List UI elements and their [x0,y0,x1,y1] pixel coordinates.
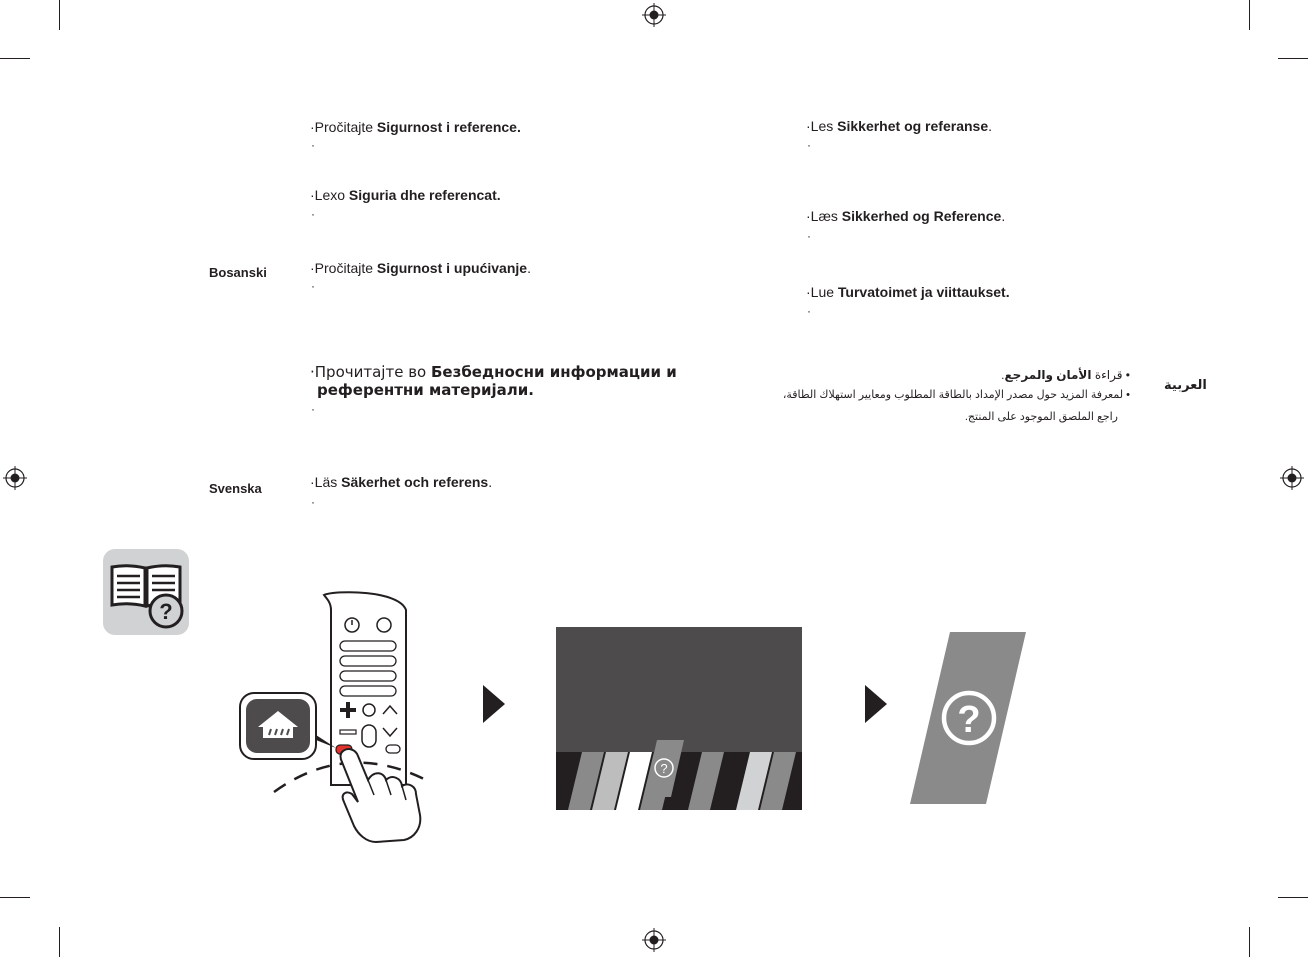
crop-mark [59,927,60,957]
crop-mark [1278,897,1308,898]
instruction-line: ·Läs Säkerhet och referens. [310,474,493,490]
bullet-point: · [311,138,315,152]
instruction-line: ·Lue Turvatoimet ja viittaukset. [806,284,1010,300]
crop-mark [0,58,30,59]
svg-text:?: ? [957,699,981,741]
bullet-point: · [311,495,315,509]
instruction-line: ·Læs Sikkerhed og Reference. [806,208,1006,224]
tv-home-screen [556,627,802,810]
registration-mark-icon [2,465,28,491]
svg-text:?: ? [159,599,173,624]
help-tile [910,632,1026,804]
instruction-line: ·Прочитајте во Безбедносни информации и референтни материјали. [310,363,677,399]
registration-mark-icon [1279,465,1305,491]
arrow-right-icon [865,685,887,723]
svg-text:?: ? [660,761,668,776]
instruction-line: ·Les Sikkerhet og referanse. [806,118,992,134]
crop-mark [1249,0,1250,30]
bullet-point: · [807,229,811,243]
arabic-instruction-line: • لمعرفة المزيد حول مصدر الإمداد بالطاقة المطلوب ومعايير استهلاك الطاقة، [782,389,1130,401]
arabic-instruction-line: راجع الملصق الموجود على المنتج. [964,411,1118,423]
manual-help-icon [103,549,189,635]
remote-control-icon [236,590,436,845]
bullet-point: · [311,207,315,221]
language-label-arabic: العربية [1164,377,1207,392]
language-label-bosanski: Bosanski [209,265,267,280]
arrow-right-icon [483,685,505,723]
crop-mark [59,0,60,30]
instruction-line: ·Pročitajte Sigurnost i upućivanje. [310,260,531,276]
crop-mark [0,897,30,898]
arabic-instruction-line: • قراءة الأمان والمرجع. [1001,368,1130,382]
bullet-point: · [311,402,315,416]
instruction-line: ·Lexo Siguria dhe referencat. [310,187,501,203]
bullet-point: · [311,279,315,293]
registration-mark-icon [641,927,667,953]
instruction-line: ·Pročitajte Sigurnost i reference. [310,119,521,135]
crop-mark [1249,927,1250,957]
bullet-point: · [807,138,811,152]
bullet-point: · [807,304,811,318]
language-label-svenska: Svenska [209,481,262,496]
registration-mark-icon [641,2,667,28]
crop-mark [1278,58,1308,59]
